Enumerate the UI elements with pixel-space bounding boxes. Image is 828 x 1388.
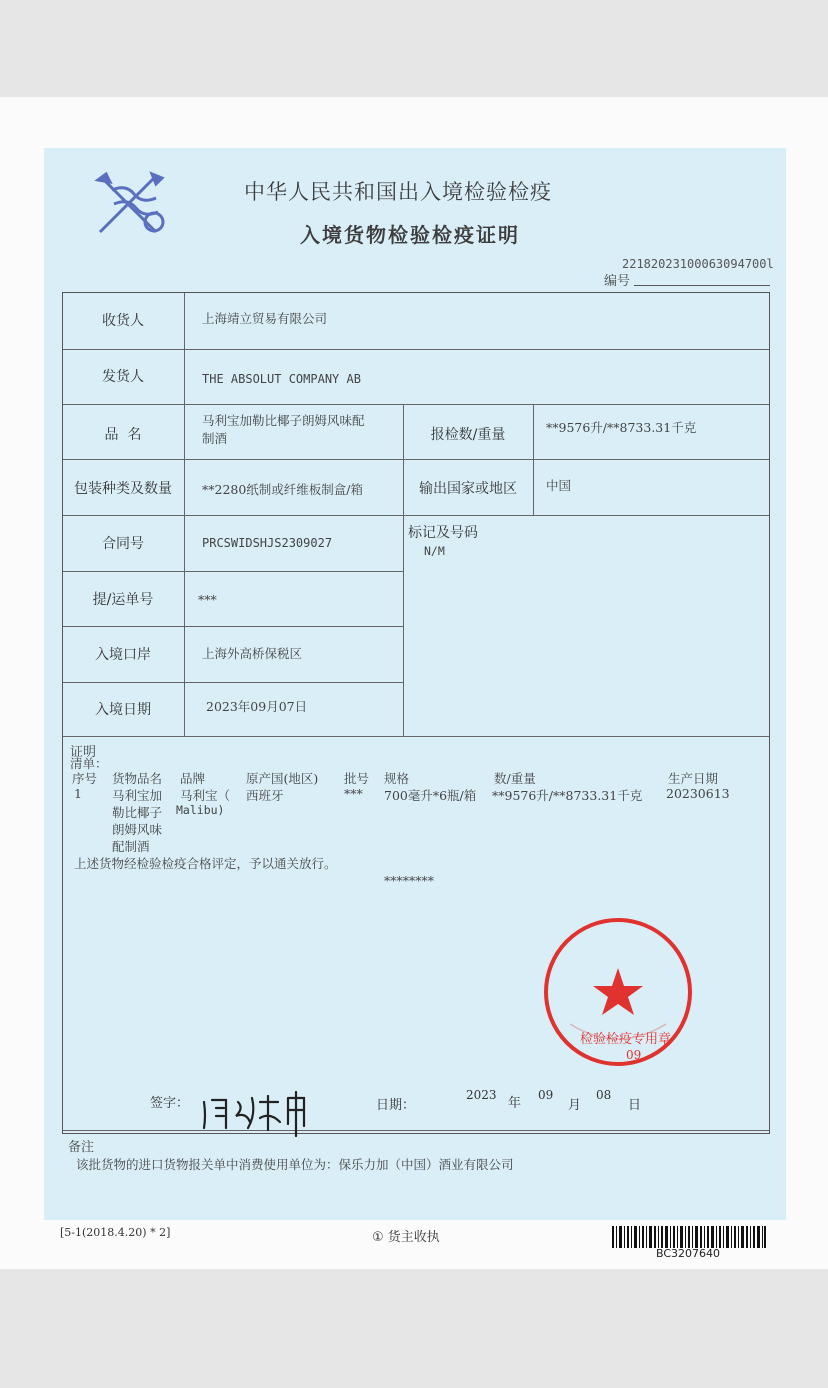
row-name-line1: 马利宝加 bbox=[112, 788, 163, 803]
col-brand: 品牌 bbox=[180, 771, 206, 786]
serial-number: 22182023100063094700l bbox=[622, 257, 774, 271]
number-underline bbox=[634, 285, 770, 286]
row-brand-line2: Malibu) bbox=[176, 803, 225, 817]
value-export-country: 中国 bbox=[546, 478, 572, 493]
label-packaging: 包装种类及数量 bbox=[74, 481, 172, 497]
date-month-unit: 月 bbox=[568, 1098, 582, 1113]
column-divider bbox=[184, 293, 185, 736]
title-certificate: 入境货物检验检疫证明 bbox=[300, 223, 520, 247]
value-product-line2: 制酒 bbox=[202, 431, 228, 446]
column-divider bbox=[533, 404, 534, 515]
label-consignor: 发货人 bbox=[102, 369, 144, 385]
row-divider bbox=[63, 459, 769, 460]
label-export-country: 输出国家或地区 bbox=[419, 481, 517, 497]
seal-purpose: 检验检疫专用章 bbox=[580, 1032, 672, 1047]
row-divider bbox=[63, 736, 769, 737]
label-contract-no: 合同号 bbox=[102, 536, 144, 552]
row-name-line3: 朗姆风味 bbox=[112, 822, 163, 837]
label-marks: 标记及号码 bbox=[408, 525, 478, 541]
goods-list-label: 清单： bbox=[70, 756, 108, 771]
column-divider bbox=[403, 404, 404, 736]
remarks-label: 备注 bbox=[68, 1140, 95, 1155]
certification-stars: ******** bbox=[384, 873, 434, 888]
col-seq: 序号 bbox=[72, 771, 98, 786]
certification-statement: 上述货物经检验检疫合格评定，予以通关放行。 bbox=[74, 856, 337, 871]
value-entry-port: 上海外高桥保税区 bbox=[202, 646, 303, 661]
value-entry-date: 2023年09月07日 bbox=[206, 699, 308, 714]
sign-label: 签字： bbox=[150, 1096, 190, 1111]
value-consignor: THE ABSOLUT COMPANY AB bbox=[202, 372, 361, 386]
value-contract-no: PRCSWIDSHJS2309027 bbox=[202, 536, 333, 550]
row-brand-line1: 马利宝（ bbox=[180, 788, 231, 803]
value-bill-of-lading: *** bbox=[198, 592, 217, 607]
label-entry-port: 入境口岸 bbox=[95, 647, 151, 663]
value-consignee: 上海靖立贸易有限公司 bbox=[202, 311, 328, 326]
col-batch: 批号 bbox=[344, 771, 370, 786]
row-divider bbox=[63, 571, 403, 572]
cique-emblem-icon bbox=[92, 170, 170, 238]
row-origin: 西班牙 bbox=[246, 788, 284, 803]
certification-heading: 证明 bbox=[70, 745, 97, 760]
barcode-number: BC3207640 bbox=[656, 1247, 721, 1260]
value-marks: N/M bbox=[424, 544, 445, 558]
number-label: 编号 bbox=[604, 274, 631, 289]
date-year: 2023 bbox=[466, 1088, 497, 1102]
row-divider bbox=[63, 626, 403, 627]
date-year-unit: 年 bbox=[508, 1096, 522, 1111]
row-seq: 1 bbox=[74, 786, 82, 801]
row-name-line2: 勒比椰子 bbox=[112, 805, 163, 820]
value-packaging: **2280纸制或纤维板制盒/箱 bbox=[202, 482, 364, 497]
row-qty: **9576升/**8733.31千克 bbox=[492, 788, 643, 803]
row-divider bbox=[63, 682, 403, 683]
date-label: 日期： bbox=[376, 1098, 416, 1113]
label-bill-of-lading: 提/运单号 bbox=[92, 592, 154, 608]
col-qty: 数/重量 bbox=[494, 771, 536, 786]
label-entry-date: 入境日期 bbox=[95, 702, 151, 718]
handwritten-signature bbox=[198, 1088, 322, 1138]
remarks-text: 该批货物的进口货物报关单中消费使用单位为：保乐力加（中国）酒业有限公司 bbox=[76, 1157, 514, 1172]
col-prod-date: 生产日期 bbox=[668, 771, 719, 786]
label-inspection-qty: 报检数/重量 bbox=[430, 427, 506, 443]
value-inspection-qty: **9576升/**8733.31千克 bbox=[546, 420, 697, 435]
col-goods-name: 货物品名 bbox=[112, 771, 163, 786]
date-month: 09 bbox=[538, 1088, 554, 1102]
row-name-line4: 配制酒 bbox=[112, 839, 150, 854]
value-product-line1: 马利宝加勒比椰子朗姆风味配 bbox=[202, 413, 365, 428]
form-code: [5-1(2018.4.20) * 2] bbox=[60, 1226, 171, 1239]
barcode-icon bbox=[612, 1226, 766, 1248]
row-prod-date: 20230613 bbox=[666, 786, 730, 801]
seal-number: 09 bbox=[626, 1048, 642, 1062]
date-day: 08 bbox=[596, 1088, 612, 1102]
copy-label: ① 货主收执 bbox=[372, 1230, 440, 1245]
col-origin: 原产国(地区) bbox=[246, 771, 319, 786]
col-spec: 规格 bbox=[384, 771, 410, 786]
row-batch: *** bbox=[344, 786, 363, 801]
row-divider bbox=[63, 515, 769, 516]
label-consignee: 收货人 bbox=[102, 313, 144, 329]
row-divider bbox=[63, 1130, 769, 1131]
label-product: 品 名 bbox=[104, 427, 142, 443]
row-divider bbox=[63, 404, 769, 405]
title-authority: 中华人民共和国出入境检验检疫 bbox=[244, 180, 552, 204]
row-divider bbox=[63, 349, 769, 350]
date-day-unit: 日 bbox=[628, 1098, 642, 1113]
row-spec: 700毫升*6瓶/箱 bbox=[384, 788, 477, 803]
